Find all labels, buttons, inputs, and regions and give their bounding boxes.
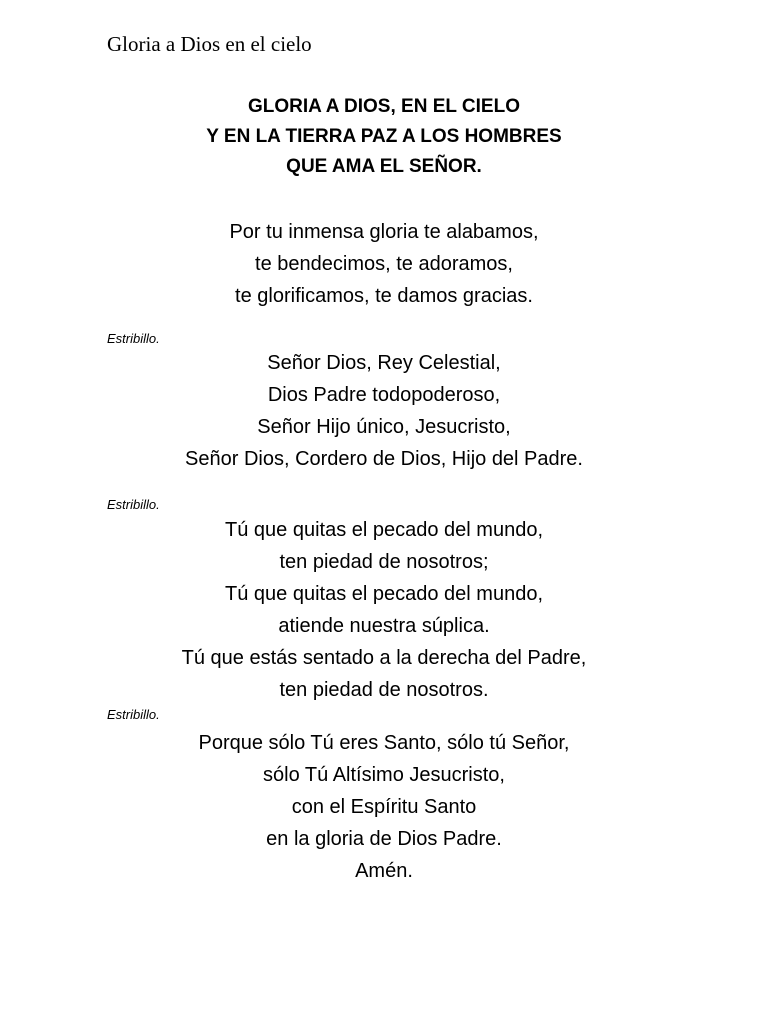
refrain-line: QUE AMA EL SEÑOR.: [286, 156, 482, 177]
stanza-1: [0, 216, 768, 312]
stanza-line: Señor Dios, Rey Celestial,: [267, 352, 501, 374]
stanza-line: con el Espíritu Santo: [291, 796, 477, 818]
stanza-line: Dios Padre todopoderoso,: [267, 384, 501, 406]
refrain-cue: Estribillo.: [107, 497, 160, 512]
refrain-block: [0, 92, 768, 182]
page-title: Gloria a Dios en el cielo: [107, 32, 312, 56]
stanza-3: [0, 514, 768, 706]
refrain-cue: Estribillo.: [107, 331, 160, 346]
stanza-line: sólo Tú Altísimo Jesucristo,: [263, 764, 505, 786]
stanza-line: ten piedad de nosotros;: [279, 551, 489, 573]
stanza-line: Porque sólo Tú eres Santo, sólo tú Señor,: [198, 732, 570, 754]
stanza-line: Tú que estás sentado a la derecha del Padre,: [181, 647, 587, 669]
stanza-line: Señor Dios, Cordero de Dios, Hijo del Padre.: [185, 448, 583, 470]
stanza-line: atiende nuestra súplica.: [278, 615, 490, 637]
stanza-line: te bendecimos, te adoramos,: [255, 253, 513, 275]
refrain-line: Y EN LA TIERRA PAZ A LOS HOMBRES: [206, 126, 562, 147]
stanza-line: Tú que quitas el pecado del mundo,: [225, 583, 543, 605]
stanza-line: Por tu inmensa gloria te alabamos,: [229, 221, 539, 243]
stanza-line: en la gloria de Dios Padre.: [266, 828, 502, 850]
stanza-line: Amén.: [355, 860, 413, 882]
stanza-line: Tú que quitas el pecado del mundo,: [225, 519, 543, 541]
stanza-line: ten piedad de nosotros.: [279, 679, 489, 701]
refrain-cue: Estribillo.: [107, 707, 160, 722]
stanza-line: Señor Hijo único, Jesucristo,: [257, 416, 511, 438]
refrain-line: GLORIA A DIOS, EN EL CIELO: [247, 96, 520, 117]
stanza-2: [0, 347, 768, 475]
stanza-line: te glorificamos, te damos gracias.: [235, 285, 533, 307]
stanza-4: [0, 727, 768, 887]
